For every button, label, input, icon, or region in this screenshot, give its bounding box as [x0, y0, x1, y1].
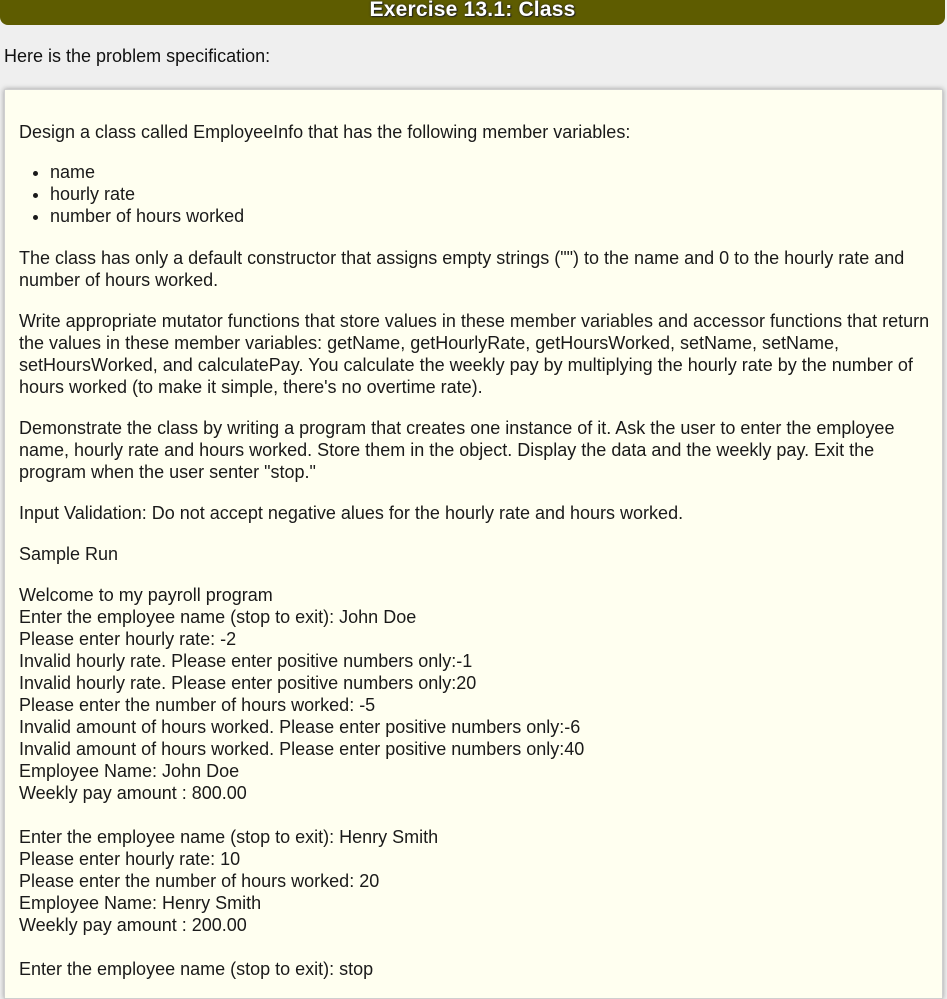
specification-box [4, 89, 943, 999]
specification-content [19, 121, 931, 999]
sample-run-line: Please enter the number of hours worked: -5 [19, 695, 376, 715]
sample-run-line: Please enter the number of hours worked: 20 [19, 871, 380, 891]
spec-paragraph-constructor: The class has only a default constructor that assigns empty strings ("") to the name and 0 to the hourly rate and number of hours worked. [19, 248, 905, 290]
sample-run-line: Employee Name: John Doe [19, 761, 240, 781]
sample-run-line: Weekly pay amount : 200.00 [19, 915, 247, 935]
spec-paragraph-functions: Write appropriate mutator functions that store values in these member variables and accessor functions that return the values in these member variables: getName, getHourlyRate, getHoursWorked, setName, setName, setHoursWorked, and calculatePay. You calculate the weekly pay by multiplying the hourly rate by the number of hours worked (to make it simple, there's no overtime rate). [19, 311, 930, 397]
sample-run-block-2 [19, 826, 931, 936]
sample-run-heading: Sample Run [19, 544, 119, 564]
sample-run-line: Enter the employee name (stop to exit): Henry Smith [19, 827, 439, 847]
page-title: Exercise 13.1: Class [369, 0, 576, 21]
sample-run-line: Employee Name: Henry Smith [19, 893, 262, 913]
sample-run-line: Welcome to my payroll program [19, 585, 273, 605]
list-item: • hourly rate [50, 183, 931, 205]
sample-run-block-1 [19, 584, 931, 804]
list-item: • name [50, 161, 931, 183]
spec-paragraph-design: Design a class called EmployeeInfo that has the following member variables: [19, 122, 631, 142]
list-item: • number of hours worked [50, 205, 931, 227]
member-variable-list [19, 161, 931, 227]
spec-paragraph-demonstrate: Demonstrate the class by writing a program that creates one instance of it. Ask the user to enter the employee name, hourly rate and hours worked. Store them in the object. Display the data and the weekly pay. Exit the program when the user senter "stop." [19, 418, 895, 482]
sample-run-line: Please enter hourly rate: -2 [19, 629, 237, 649]
sample-run-line: Invalid amount of hours worked. Please enter positive numbers only:40 [19, 739, 585, 759]
sample-run-line: Weekly pay amount : 800.00 [19, 783, 247, 803]
sample-run-line: Invalid hourly rate. Please enter positive numbers only:20 [19, 673, 477, 693]
sample-run-line: Please enter hourly rate: 10 [19, 849, 241, 869]
intro-text: Here is the problem specification: [4, 46, 271, 66]
spec-paragraph-validation: Input Validation: Do not accept negative alues for the hourly rate and hours worked. [19, 503, 684, 523]
sample-run-line: Invalid hourly rate. Please enter positive numbers only:-1 [19, 651, 473, 671]
sample-run-block-3 [19, 958, 931, 980]
title-bar [0, 0, 945, 25]
sample-run-line: Invalid amount of hours worked. Please enter positive numbers only:-6 [19, 717, 581, 737]
sample-run-line: Enter the employee name (stop to exit): stop [19, 959, 374, 979]
sample-run-line: Enter the employee name (stop to exit): John Doe [19, 607, 417, 627]
